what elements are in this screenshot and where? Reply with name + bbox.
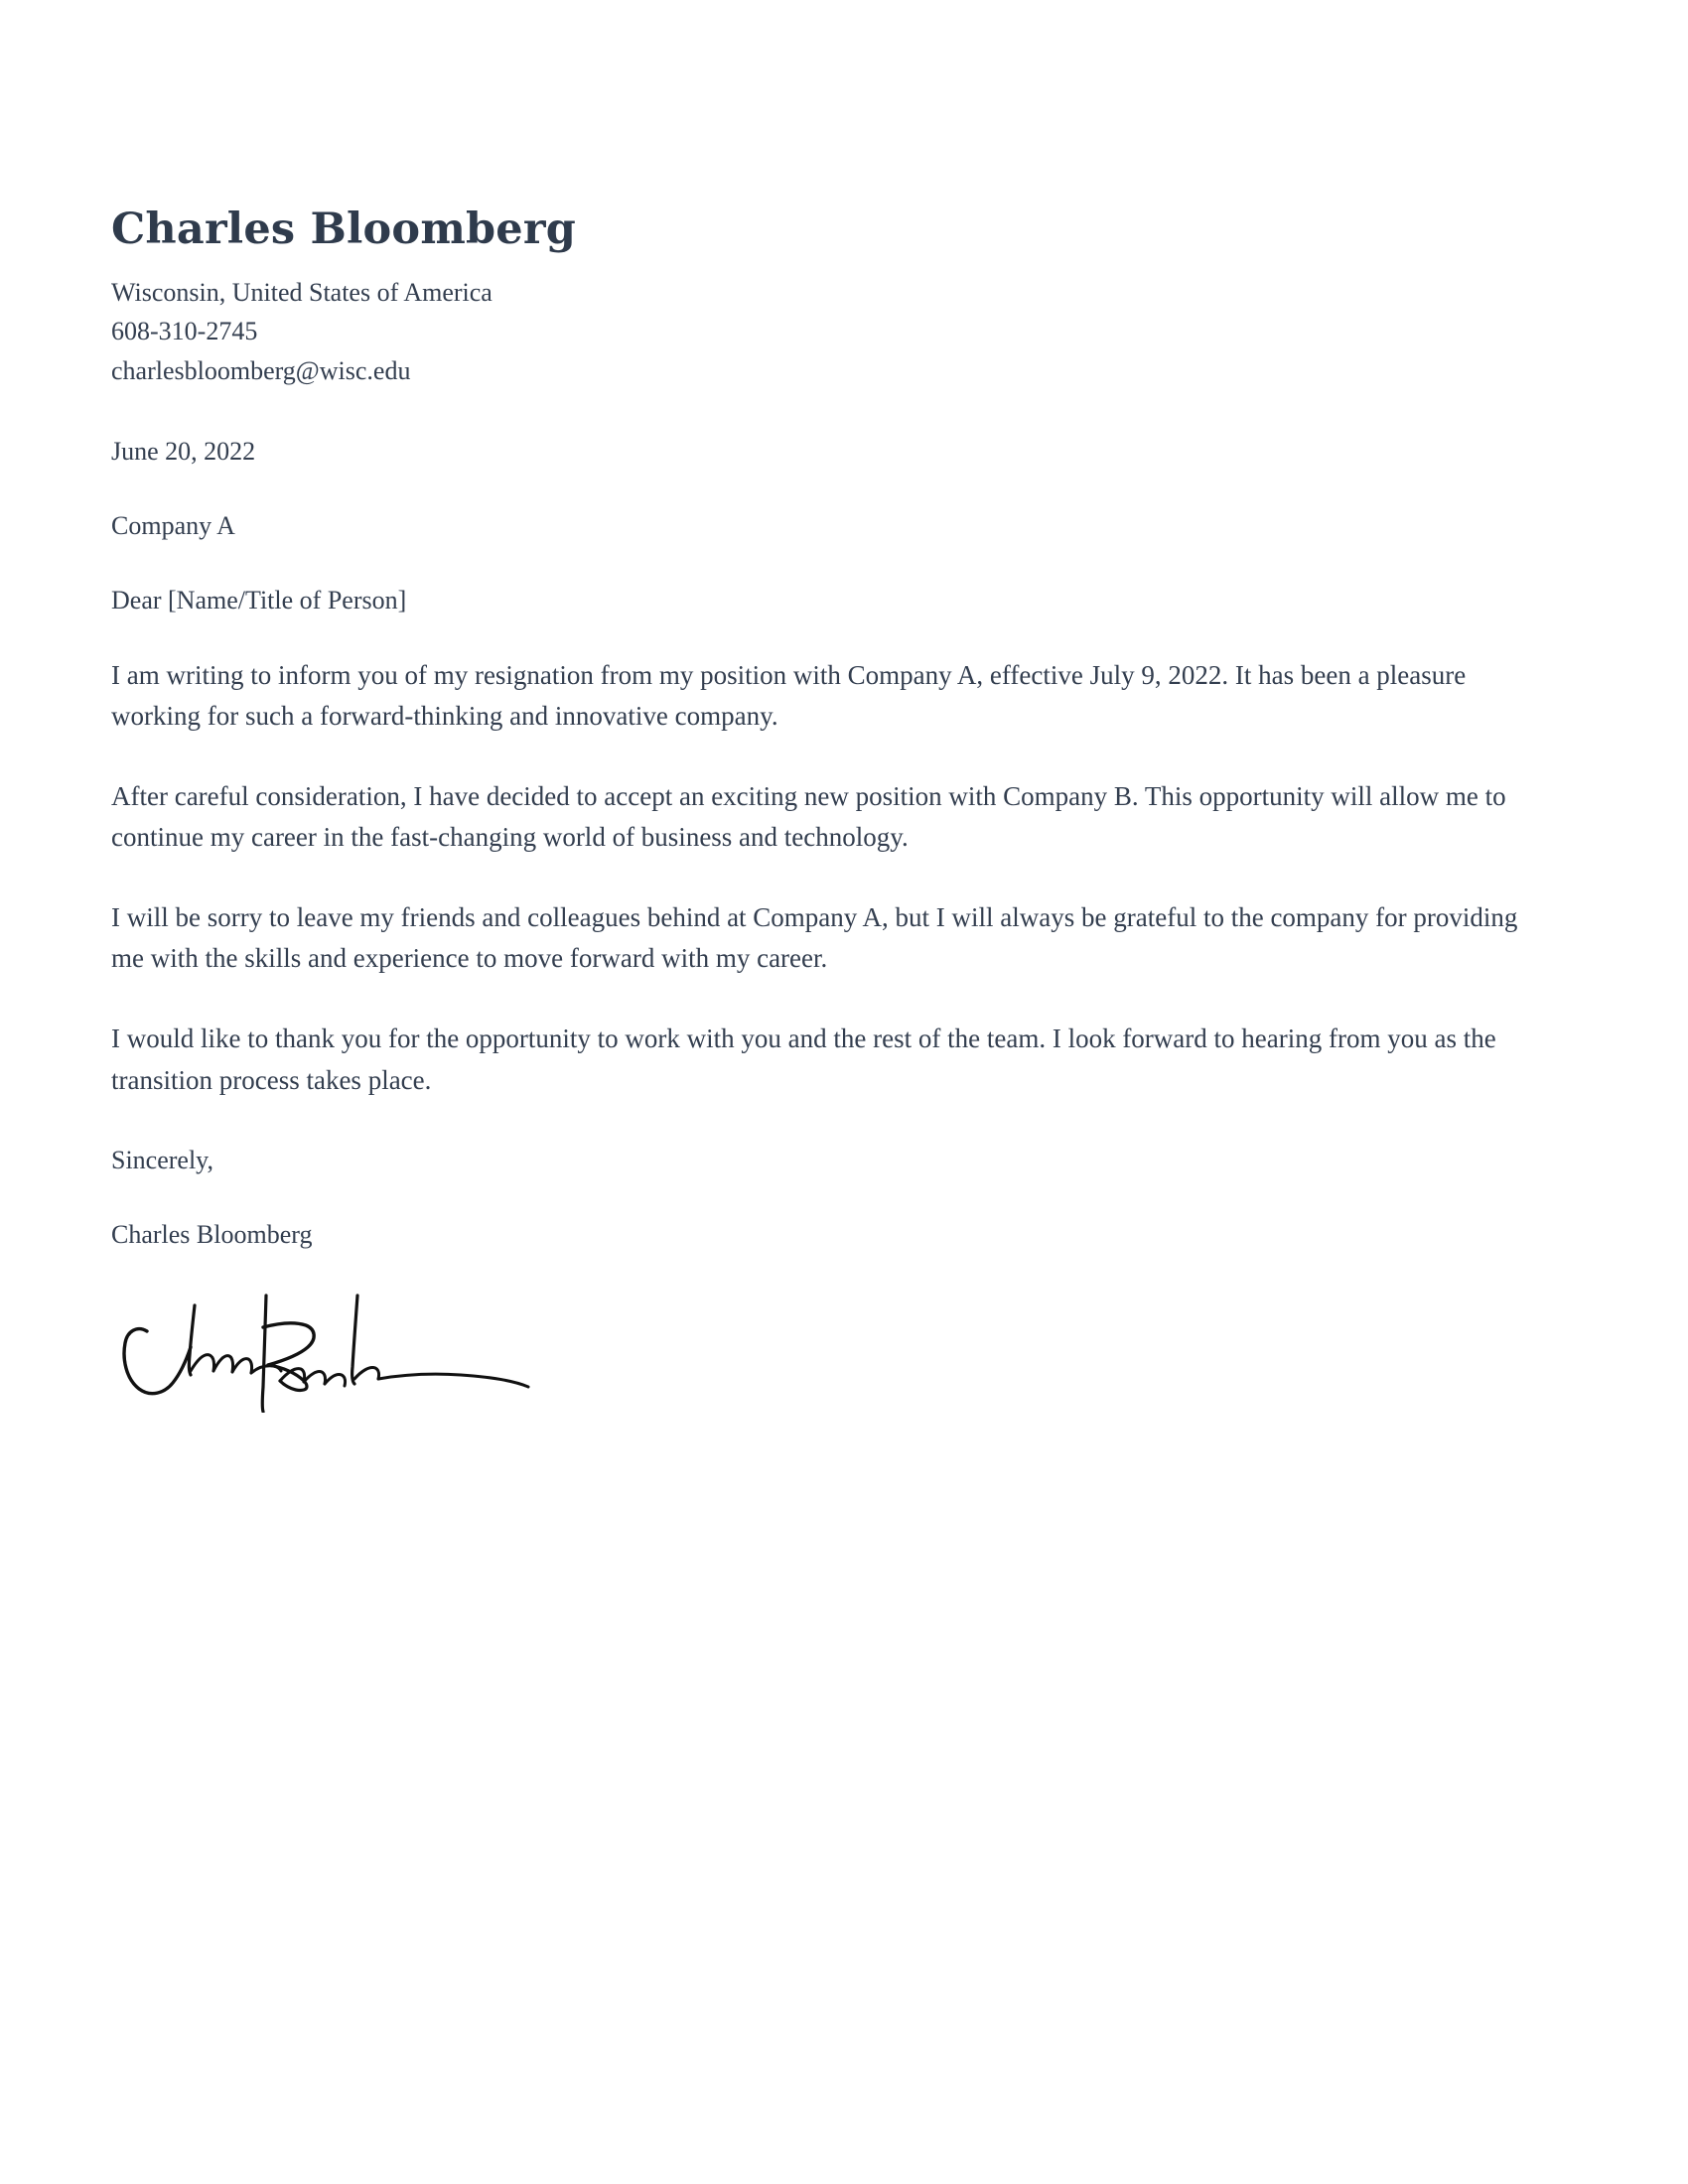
spacer xyxy=(111,471,1541,506)
contact-address: Wisconsin, United States of America xyxy=(111,277,492,307)
spacer xyxy=(111,545,1541,581)
page-title: Charles Bloomberg xyxy=(111,205,576,254)
recipient-company: Company A xyxy=(111,511,235,541)
valediction: Sincerely, xyxy=(111,1145,213,1174)
spacer xyxy=(111,1101,1541,1141)
body-paragraph: After careful consideration, I have decided to accept an exciting new position with Company B. This opportunity will allow me to continue my career in the fast-changing world of business and technology. xyxy=(111,781,1506,853)
letter-date: June 20, 2022 xyxy=(111,437,256,467)
signer-name: Charles Bloomberg xyxy=(111,1219,313,1249)
contact-phone: 608-310-2745 xyxy=(111,317,258,346)
signature-icon xyxy=(111,1284,538,1413)
spacer xyxy=(111,979,1541,1019)
contact-block xyxy=(111,273,1541,391)
spacer xyxy=(111,1179,1541,1215)
spacer xyxy=(111,390,1541,432)
signature-image xyxy=(111,1284,538,1413)
letter-content xyxy=(111,205,1541,1413)
spacer xyxy=(111,858,1541,897)
spacer xyxy=(111,619,1541,655)
contact-email: charlesbloomberg@wisc.edu xyxy=(111,355,411,385)
salutation: Dear [Name/Title of Person] xyxy=(111,586,407,615)
body-paragraph: I am writing to inform you of my resignation from my position with Company A, effective July 9, 2022. It has been a pleasure working for such a forward-thinking and innovative company. xyxy=(111,660,1467,732)
body-paragraph: I would like to thank you for the opportunity to work with you and the rest of the team. I look forward to hearing from you as the transition process takes place. xyxy=(111,1024,1496,1095)
body-paragraph: I will be sorry to leave my friends and colleagues behind at Company A, but I will always be grateful to the company for providing me with the skills and experience to move forward with my career. xyxy=(111,902,1518,974)
spacer xyxy=(111,737,1541,776)
